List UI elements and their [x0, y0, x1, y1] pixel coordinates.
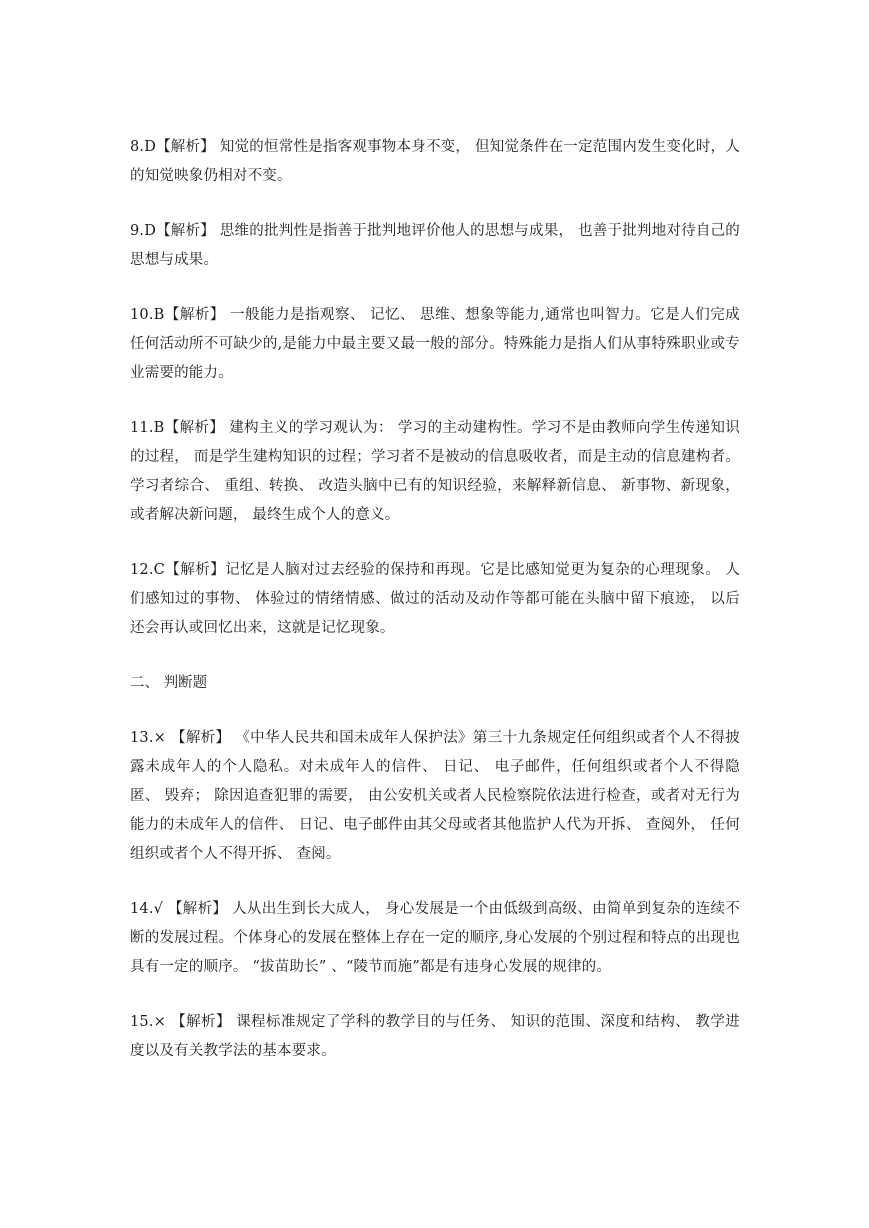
answer-number: 15.× [130, 1014, 167, 1030]
answer-number: 13.× [130, 730, 167, 746]
analysis-text: 人从出生到长大成人， 身心发展是一个由低级到高级、由简单到复杂的连续不断的发展过程。个体身心的发展在整体上存在一定的顺序,身心发展的个别过程和特点的出现也具有一定的顺序。 “拔苗助长” 、“陵节而施”都是有违身心发展的规律的。 [130, 901, 740, 975]
answer-item-13 [130, 724, 740, 869]
analysis-text: 一般能力是指观察、 记忆、 思维、想象等能力,通常也叫智力。它是人们完成任何活动所不可缺少的,是能力中最主要又最一般的部分。特殊能力是指人们从事特殊职业或专业需要的能力。 [130, 307, 740, 381]
answer-item-14 [130, 895, 740, 982]
answer-number: 11.B [130, 420, 165, 436]
analysis-text: 《中华人民共和国未成年人保护法》第三十九条规定任何组织或者个人不得披露未成年人的个人隐私。对未成年人的信件、 日记、 电子邮件，任何组织或者个人不得隐匿、 毁弃； 除因追查犯罪的需要， 由公安机关或者人民检察院依法进行检查，或者对无行为能力的未成年人的信件、 日记、电子邮件由其父母或者其他监护人代为开拆、 查阅外， 任何组织或者个人不得开拆、 查阅。 [130, 730, 741, 862]
analysis-text: 记忆是人脑对过去经验的保持和再现。它是比感知觉更为复杂的心理现象。 人们感知过的事物、 体验过的情绪情感、做过的活动及动作等都可能在头脑中留下痕迹， 以后还会再认或回忆出来，这就是记忆现象。 [130, 562, 740, 636]
answer-item-15 [130, 1008, 740, 1066]
answer-number: 10.B [130, 307, 165, 323]
section-heading-judgement: 二、 判断题 [130, 675, 208, 691]
answer-item-8 [130, 133, 740, 191]
analysis-text: 建构主义的学习观认为： 学习的主动建构性。学习不是由教师向学生传递知识的过程， 而是学生建构知识的过程；学习者不是被动的信息吸收者，而是主动的信息建构者。 学习者综合、 重组、转换、 改造头脑中已有的知识经验，来解释新信息、 新事物、新现象，或者解决新问题， 最终生成个人的意义。 [130, 420, 740, 523]
analysis-tag: 【解析】 [164, 420, 225, 436]
analysis-tag: 【解析】 [156, 223, 215, 239]
answer-item-11 [130, 414, 740, 530]
answer-number: 14.√ [130, 901, 164, 917]
answer-item-9 [130, 217, 740, 275]
analysis-tag: 【解析】 [156, 139, 215, 155]
answer-item-12 [130, 556, 740, 643]
answer-number: 12.C [130, 562, 165, 578]
answer-number: 9.D [130, 223, 157, 239]
answer-item-10 [130, 301, 740, 388]
analysis-text: 课程标准规定了学科的教学目的与任务、 知识的范围、深度和结构、 教学进度以及有关教学法的基本要求。 [130, 1014, 740, 1059]
answer-number: 8.D [130, 139, 157, 155]
analysis-text: 知觉的恒常性是指客观事物本身不变， 但知觉条件在一定范围内发生变化时，人的知觉映象仍相对不变。 [130, 139, 740, 184]
analysis-tag: 【解析】 [164, 562, 226, 578]
analysis-tag: 【解析】 [163, 901, 228, 917]
analysis-tag: 【解析】 [166, 730, 231, 746]
analysis-tag: 【解析】 [164, 307, 225, 323]
analysis-tag: 【解析】 [166, 1014, 231, 1030]
document-page [130, 133, 740, 1092]
analysis-text: 思维的批判性是指善于批判地评价他人的思想与成果， 也善于批判地对待自己的思想与成果。 [130, 223, 740, 268]
